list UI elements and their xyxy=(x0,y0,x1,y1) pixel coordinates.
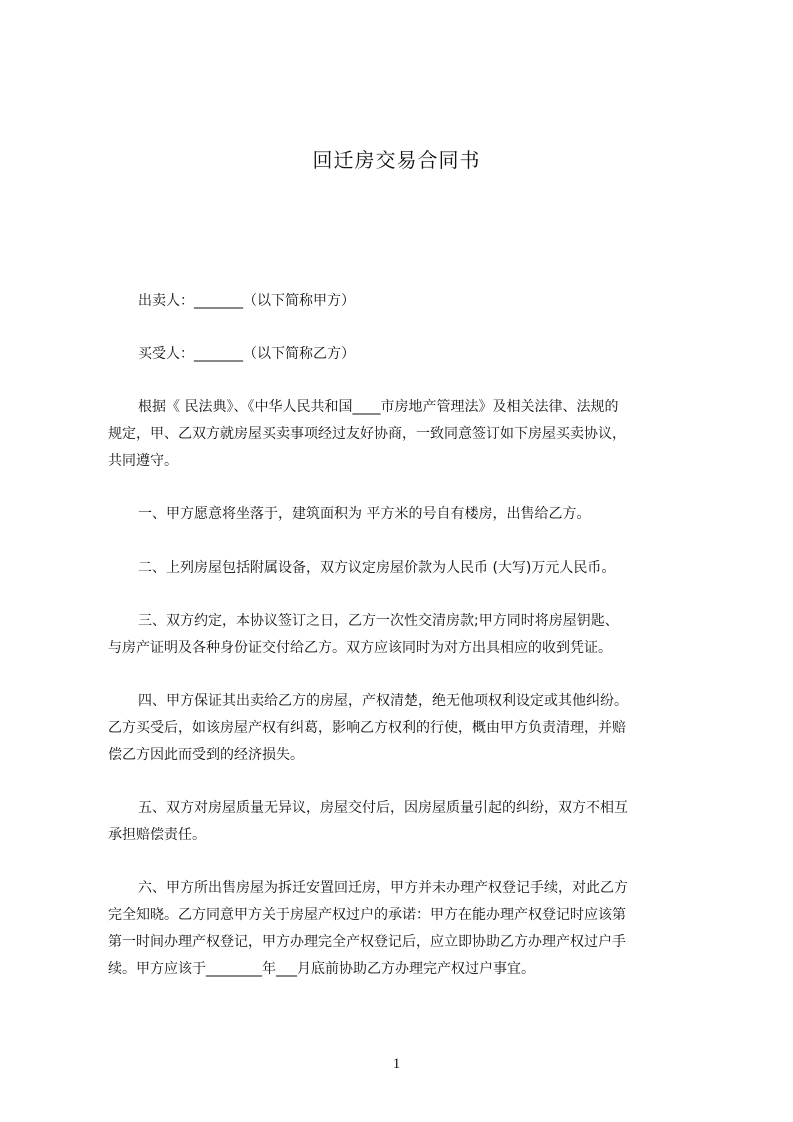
text-line: 买受人：_______（以下简称乙方） xyxy=(138,346,355,362)
seller-line xyxy=(108,288,700,315)
text-line: 五、双方对房屋质量无异议，房屋交付后，因房屋质量引起的纠纷，双方不相互 xyxy=(138,800,628,816)
text-line: 偿乙方因此而受到的经济损失。 xyxy=(108,747,304,763)
text-line: 共同遵守。 xyxy=(108,453,178,469)
text-line: 规定，甲、乙双方就房屋买卖事项经过友好协商，一致同意签订如下房屋买卖协议， xyxy=(108,426,626,442)
clause-2 xyxy=(108,555,700,582)
page-number: 1 xyxy=(392,1056,401,1072)
text-line: 一、甲方愿意将坐落于，建筑面积为 平方米的号自有楼房，出售给乙方。 xyxy=(138,506,591,522)
text-line: 六、甲方所出售房屋为拆迁安置回迁房，甲方并未办理产权登记手续，对此乙方 xyxy=(138,880,628,896)
clause-3 xyxy=(108,608,700,662)
text-line: 根据《 民法典》、《中华人民共和国____市房地产管理法》及相关法律、法规的 xyxy=(138,399,619,415)
text-line: 四、甲方保证其出卖给乙方的房屋，产权清楚，绝无他项权利设定或其他纠纷。 xyxy=(138,693,628,709)
text-line: 二、上列房屋包括附属设备，双方议定房屋价款为人民币 (大写)万元人民币。 xyxy=(138,560,616,576)
clause-4 xyxy=(108,688,700,769)
clause-6 xyxy=(108,875,700,983)
preamble-paragraph xyxy=(108,394,700,475)
text-line: 三、双方约定，本协议签订之日，乙方一次性交清房款;甲方同时将房屋钥匙、 xyxy=(138,613,619,629)
text-line: 出卖人：_______（以下简称甲方） xyxy=(138,293,355,309)
text-line: 乙方买受后，如该房屋产权有纠葛，影响乙方权利的行使，概由甲方负责清理，并赔 xyxy=(108,720,626,736)
text-line: 第一时间办理产权登记，甲方办理完全产权登记后，应立即协助乙方办理产权过户手 xyxy=(108,934,626,950)
text-line: 承担赔偿责任。 xyxy=(108,827,206,843)
text-line: 完全知晓。乙方同意甲方关于房屋产权过户的承诺：甲方在能办理产权登记时应该第 xyxy=(108,907,626,923)
page-title: 回迁房交易合同书 xyxy=(312,148,481,172)
text-line: 续。甲方应该于________年___月底前协助乙方办理完产权过户事宜。 xyxy=(108,961,535,977)
text-line: 与房产证明及各种身份证交付给乙方。双方应该同时为对方出具相应的收到凭证。 xyxy=(108,640,612,656)
buyer-line xyxy=(108,341,700,368)
clause-1 xyxy=(108,501,700,528)
clause-5 xyxy=(108,795,700,849)
